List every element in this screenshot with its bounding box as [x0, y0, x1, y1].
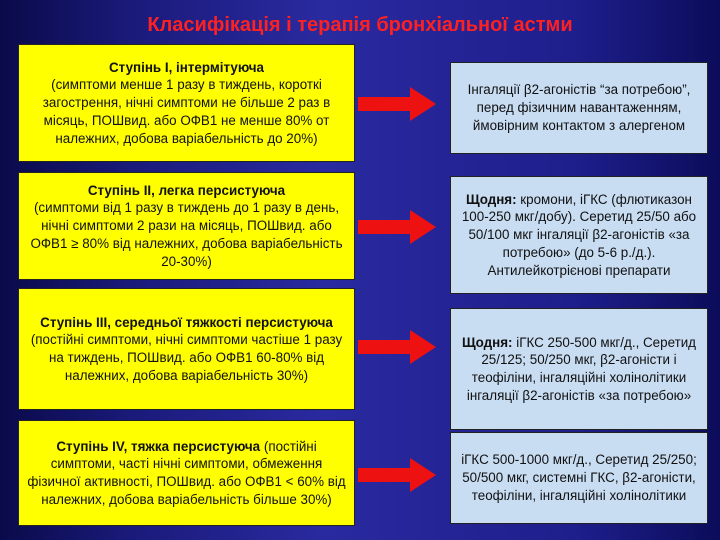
stage-4-heading: Ступінь IV, тяжка персистуюча	[56, 438, 261, 454]
therapy-1-text: Інгаляції β2-агоністів “за потребою”, перед фізичним навантаженням, ймовірним контактом з алергеном	[467, 82, 691, 133]
therapy-3-box	[450, 308, 708, 430]
therapy-3-heading: Щодня:	[461, 334, 513, 350]
therapy-3-text: іГКС 250-500 мкг/д., Серетид 25/125; 50/250 мкг, β2-агоністи і теофіліни, інгаляційні холінолітики інгаляції β2-агоністів «за потребою»	[466, 334, 697, 403]
stage-3-heading: Ступінь III, середньої тяжкості персистуюча	[40, 314, 333, 330]
therapy-2-heading: Щодня:	[466, 191, 517, 207]
arrow-right-icon	[358, 210, 436, 244]
slide-title: Класифікація і терапія бронхіальної астми	[147, 14, 573, 36]
therapy-2-box	[450, 176, 708, 294]
stage-2-heading: Ступінь II, легка персистуюча	[87, 182, 286, 198]
stage-2-box	[18, 172, 355, 280]
stage-2-text: (симптоми від 1 разу в тиждень до 1 разу в день, нічні симптоми 2 рази на місяць, ПОШвид. або ОФВ1 ≥ 80% від належних, добова варіабельність 20-30%)	[30, 200, 343, 269]
arrow-right-icon	[358, 330, 436, 364]
arrow-right-icon	[358, 458, 436, 492]
arrow-right-icon	[358, 87, 436, 121]
stage-4-text: (постійні симптоми, часті нічні симптоми, обмеження фізичної активності, ПОШвид. або ОФВ1 < 60% від належних, добова варіабельність більше 30%)	[27, 438, 346, 507]
stage-1-box	[18, 44, 355, 162]
stage-3-box	[18, 288, 355, 410]
therapy-2-text: кромони, іГКС (флютиказон 100-250 мкг/добу). Серетид 25/50 або 50/100 мкг інгаляції β2-агоністів «за потребою» (до 5-6 р./д.). Антилейкотрієнові препарати	[461, 191, 697, 278]
stage-1-heading: Ступінь I, інтермітуюча	[109, 59, 264, 75]
therapy-4-text: іГКС 500-1000 мкг/д., Серетид 25/250; 50/500 мкг, системні ГКС, β2-агоністи, теофіліни, інгаляційні холінолітики	[461, 452, 697, 503]
stage-3-text: (постійні симптоми, нічні симптоми частіше 1 разу на тиждень, ПОШвид. або ОФВ1 60-80% від належних, добова варіабельність 30%)	[30, 332, 343, 383]
stage-1-text: (симптоми менше 1 разу в тиждень, короткі загострення, нічні симптоми не більше 2 раз в місяць, ПОШвид. або ОФВ1 не менше 80% от належних, добова варіабельність до 20%)	[42, 77, 331, 146]
therapy-4-box	[450, 432, 708, 524]
therapy-1-box	[450, 62, 708, 154]
stage-4-box	[18, 420, 355, 526]
